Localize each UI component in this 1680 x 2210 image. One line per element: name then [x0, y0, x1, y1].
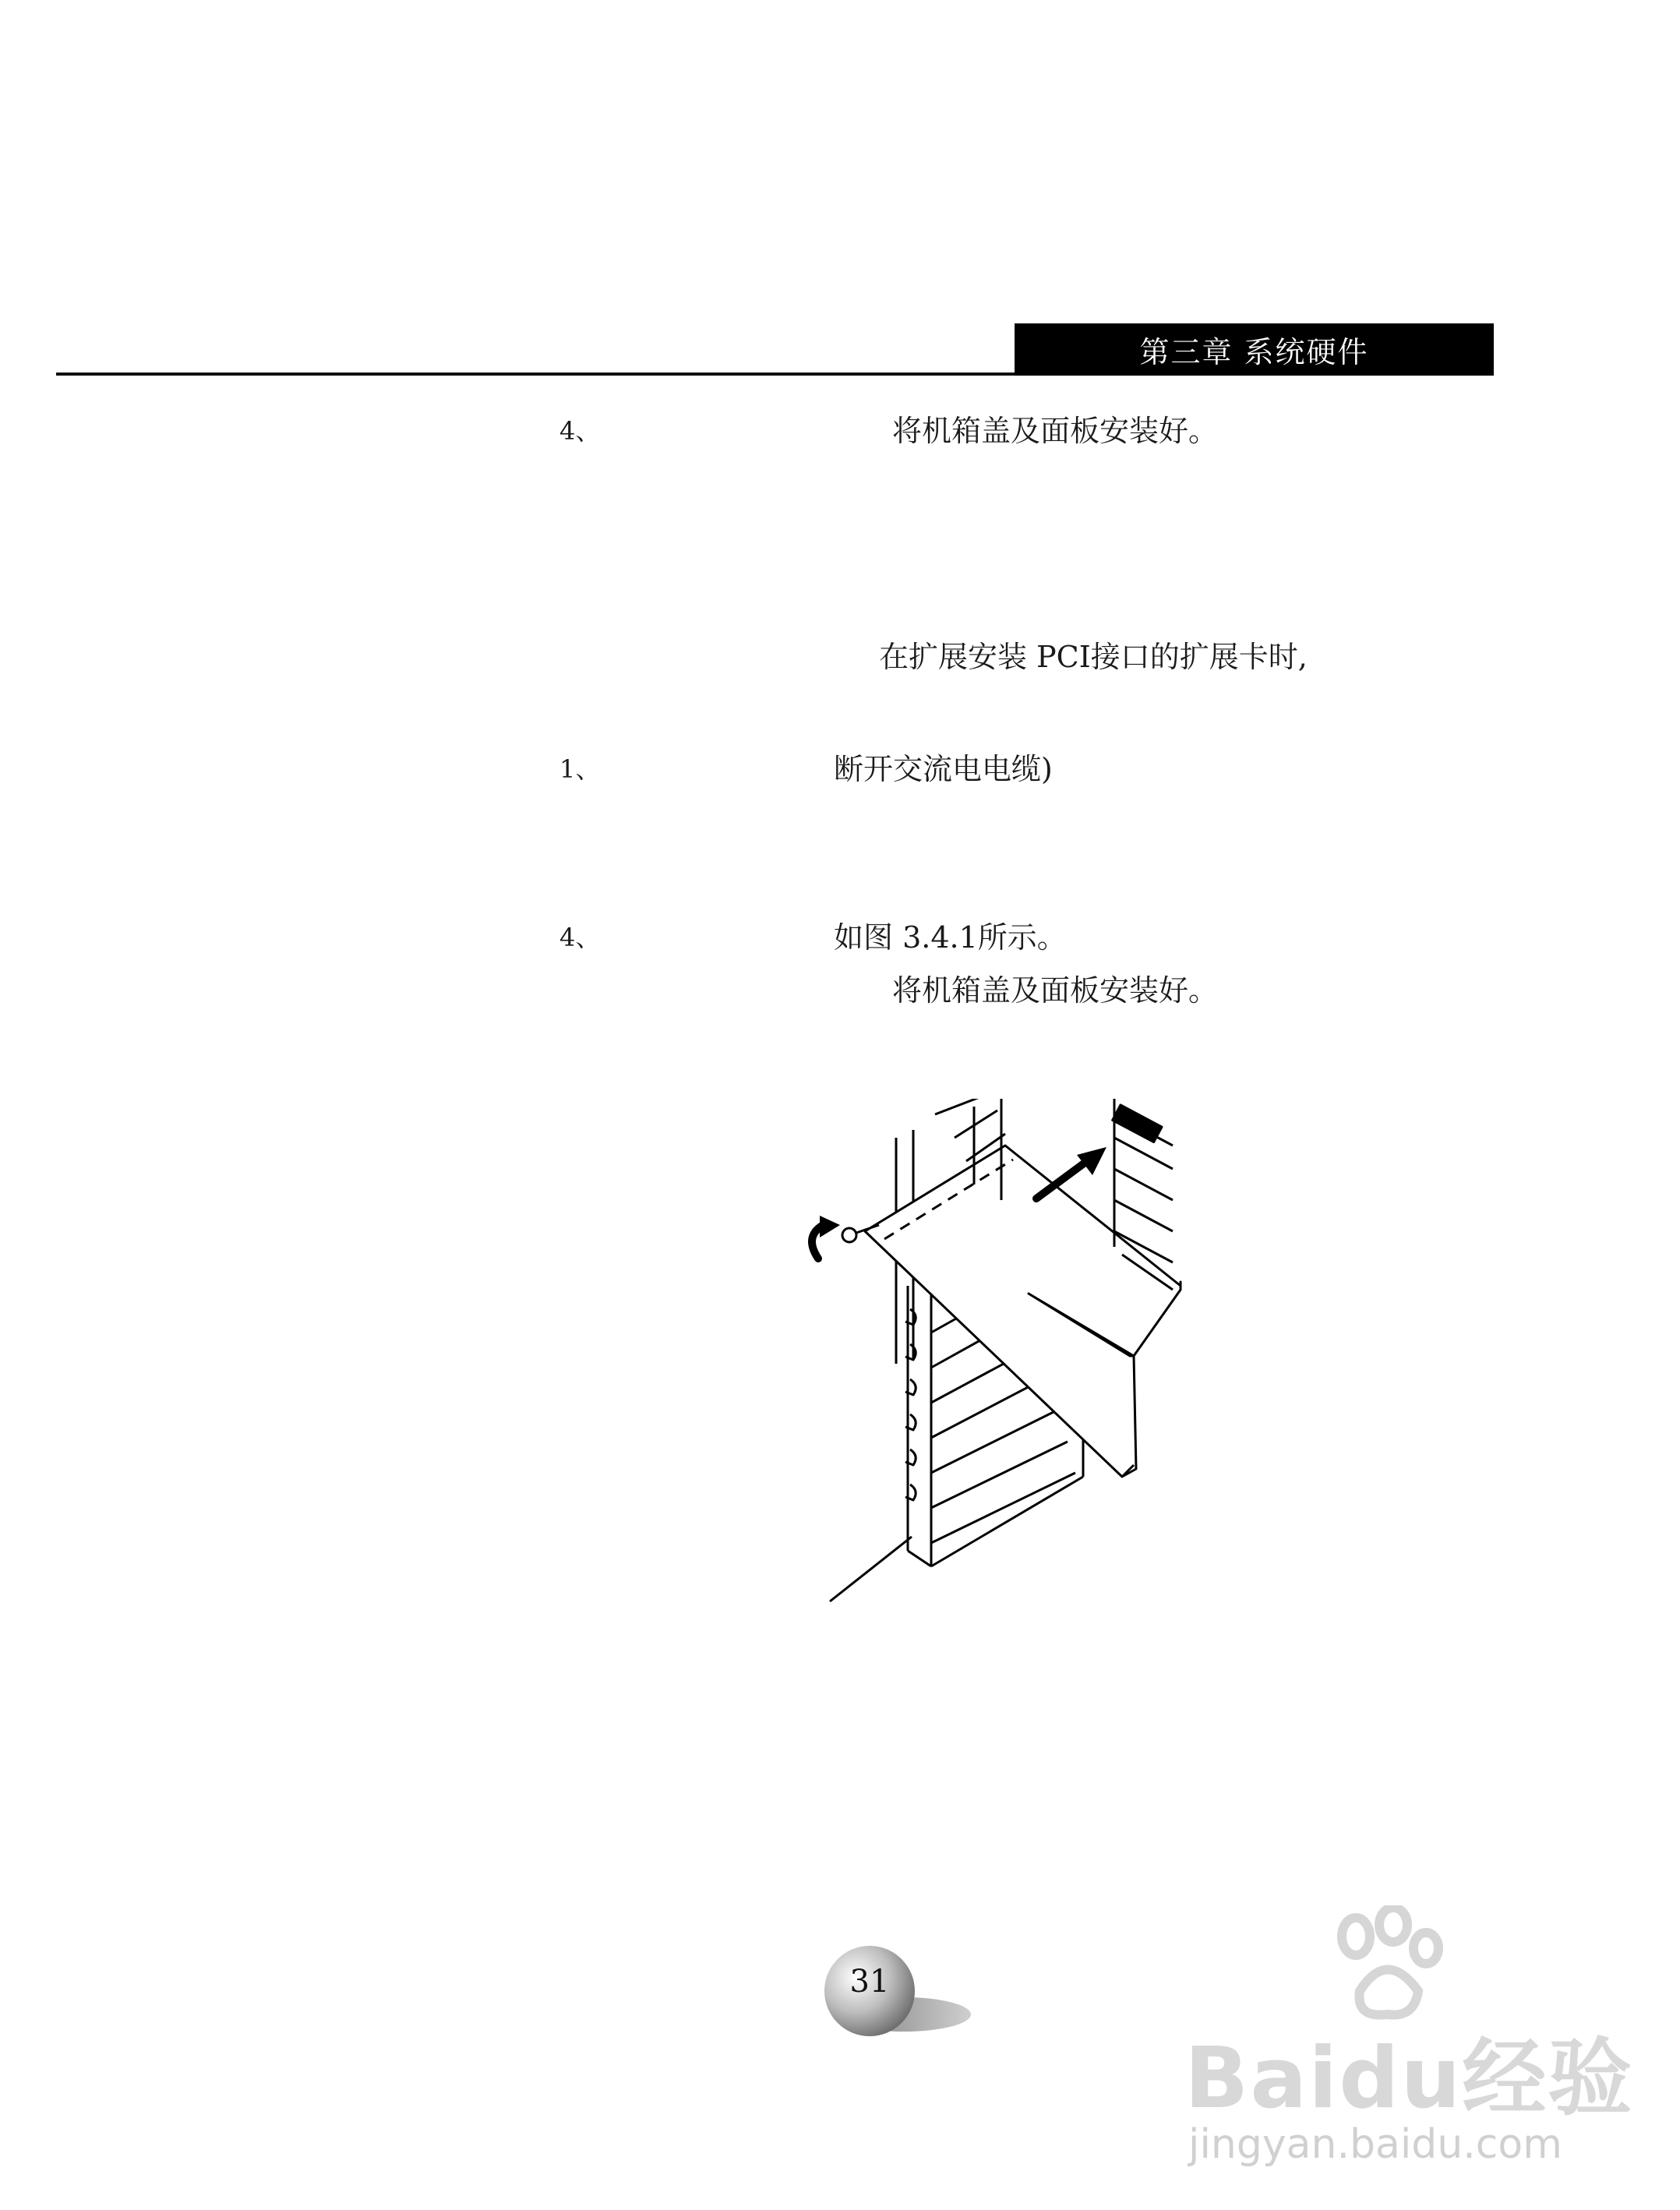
watermark-brand: Baidu经验	[1184, 2030, 1634, 2127]
chassis-expansion-slot-illustration	[779, 1099, 1216, 1629]
watermark-url: jingyan.baidu.com	[1188, 2121, 1562, 2168]
step-text: 如图 3.4.1所示。	[834, 920, 1067, 955]
step-number: 4、	[559, 923, 601, 952]
step-text: 将机箱盖及面板安装好。	[892, 414, 1219, 448]
intro-text: 在扩展安装 PCI接口的扩展卡时,	[879, 640, 1308, 674]
chapter-header	[1015, 323, 1494, 376]
header-rule	[56, 372, 1015, 376]
chapter-title: 第三章 系统硬件	[1139, 335, 1369, 369]
step-text: 断开交流电电缆)	[834, 752, 1053, 786]
step-text: 将机箱盖及面板安装好。	[892, 973, 1219, 1008]
page-number: 31	[849, 1964, 890, 2000]
baidu-paw-icon	[1325, 1905, 1449, 2022]
step-number: 1、	[559, 754, 601, 784]
step-number: 4、	[559, 416, 601, 446]
